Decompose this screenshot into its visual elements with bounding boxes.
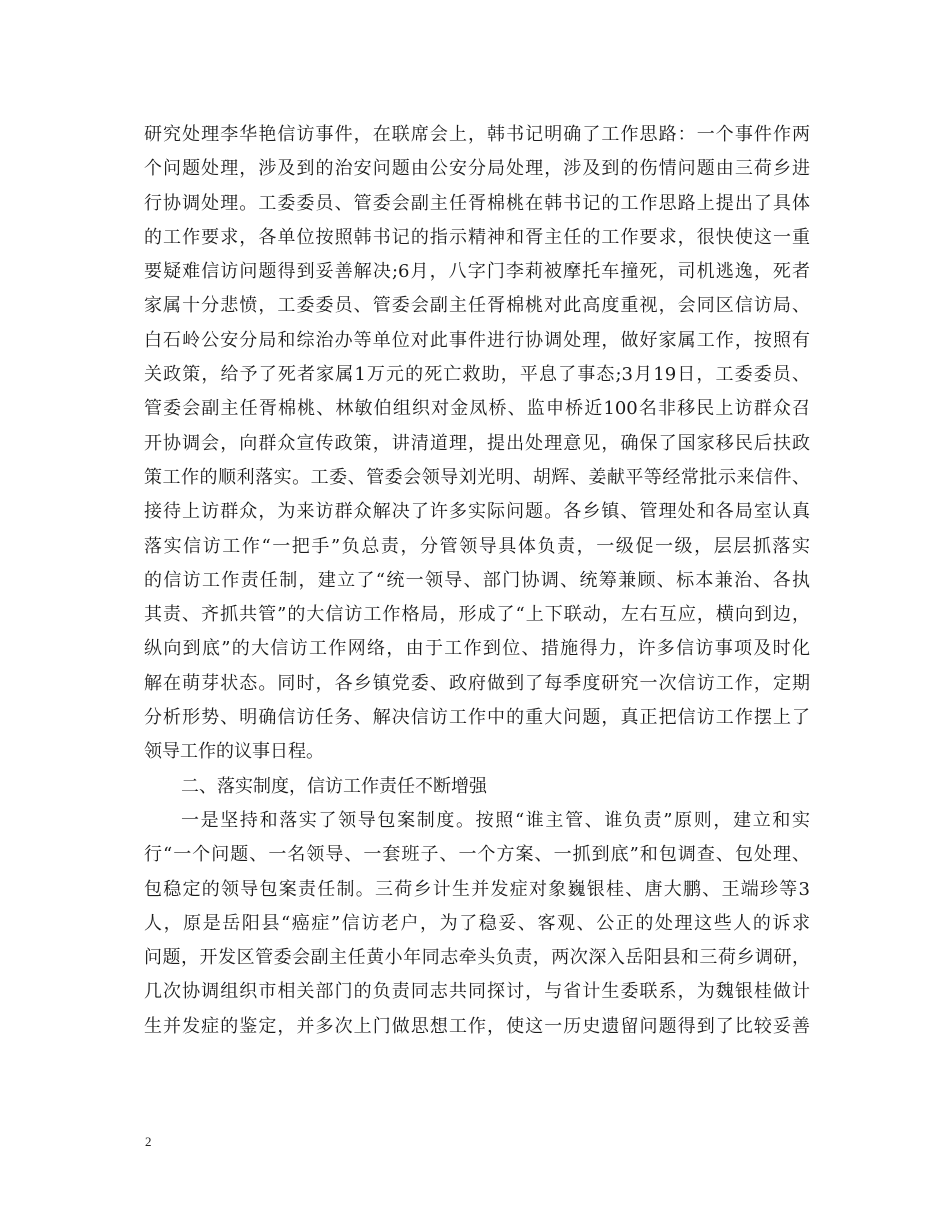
paragraph-line: 的信访工作责任制，建立了“统一领导、部门协调、统筹兼顾、标本兼治、各执	[144, 569, 810, 591]
paragraph-line: 要疑难信访问题得到妥善解决;6月，八字门李莉被摩托车撞死，司机逃逸，死者	[144, 261, 810, 283]
paragraph-line: 家属十分悲愤，工委委员、管委会副主任胥棉桃对此高度重视，会同区信访局、	[144, 295, 810, 317]
paragraph-line: 关政策，给予了死者家属1万元的死亡救助，平息了事态;3月19日，工委委员、	[144, 364, 810, 386]
paragraph-line: 开协调会，向群众宣传政策，讲清道理，提出处理意见，确保了国家移民后扶政	[144, 432, 810, 454]
paragraph-line: 其责、齐抓共管”的大信访工作格局，形成了“上下联动，左右互应，横向到边，	[144, 604, 810, 626]
paragraph-line: 管委会副主任胥棉桃、林敏伯组织对金凤桥、监申桥近100名非移民上访群众召	[144, 398, 810, 420]
paragraph-line: 生并发症的鉴定，并多次上门做思想工作，使这一历史遗留问题得到了比较妥善	[144, 1015, 810, 1037]
paragraph-line: 个问题处理，涉及到的治安问题由公安分局处理，涉及到的伤情问题由三荷乡进	[144, 158, 810, 180]
paragraph-line: 落实信访工作“一把手”负总责，分管领导具体负责，一级促一级，层层抓落实	[144, 535, 810, 557]
paragraph-line: 纵向到底”的大信访工作网络，由于工作到位、措施得力，许多信访事项及时化	[144, 638, 810, 660]
document-body	[144, 118, 810, 1044]
page-number: 2	[145, 1134, 152, 1149]
paragraph-line: 策工作的顺利落实。工委、管委会领导刘光明、胡辉、姜献平等经常批示来信件、	[144, 466, 810, 488]
paragraph-line: 领导工作的议事日程。	[144, 741, 324, 763]
paragraph-line: 的工作要求，各单位按照韩书记的指示精神和胥主任的工作要求，很快使这一重	[144, 226, 810, 248]
paragraph-line: 包稳定的领导包案责任制。三荷乡计生并发症对象巍银桂、唐大鹏、王端珍等3	[144, 878, 810, 900]
paragraph-line: 解在萌芽状态。同时，各乡镇党委、政府做到了每季度研究一次信访工作，定期	[144, 672, 810, 694]
paragraph-line: 人，原是岳阳县“癌症”信访老户，为了稳妥、客观、公正的处理这些人的诉求	[144, 912, 810, 934]
paragraph-line: 行“一个问题、一名领导、一套班子、一个方案、一抓到底”和包调查、包处理、	[144, 844, 810, 866]
paragraph-line: 一是坚持和落实了领导包案制度。按照“谁主管、谁负责”原则，建立和实	[181, 809, 810, 831]
paragraph-line: 分析形势、明确信访任务、解决信访工作中的重大问题，真正把信访工作摆上了	[144, 707, 810, 729]
paragraph-line: 行协调处理。工委委员、管委会副主任胥棉桃在韩书记的工作思路上提出了具体	[144, 192, 810, 214]
paragraph-line: 接待上访群众，为来访群众解决了许多实际问题。各乡镇、管理处和各局室认真	[144, 501, 810, 523]
paragraph-line: 问题，开发区管委会副主任黄小年同志牵头负责，两次深入岳阳县和三荷乡调研，	[144, 947, 810, 969]
paragraph-line: 白石岭公安分局和综治办等单位对此事件进行协调处理，做好家属工作，按照有	[144, 329, 810, 351]
paragraph-line: 研究处理李华艳信访事件，在联席会上，韩书记明确了工作思路：一个事件作两	[144, 124, 810, 145]
paragraph-line: 几次协调组织市相关部门的负责同志共同探讨，与省计生委联系，为魏银桂做计	[144, 981, 810, 1003]
section-heading-line: 二、落实制度，信访工作责任不断增强	[181, 775, 487, 797]
